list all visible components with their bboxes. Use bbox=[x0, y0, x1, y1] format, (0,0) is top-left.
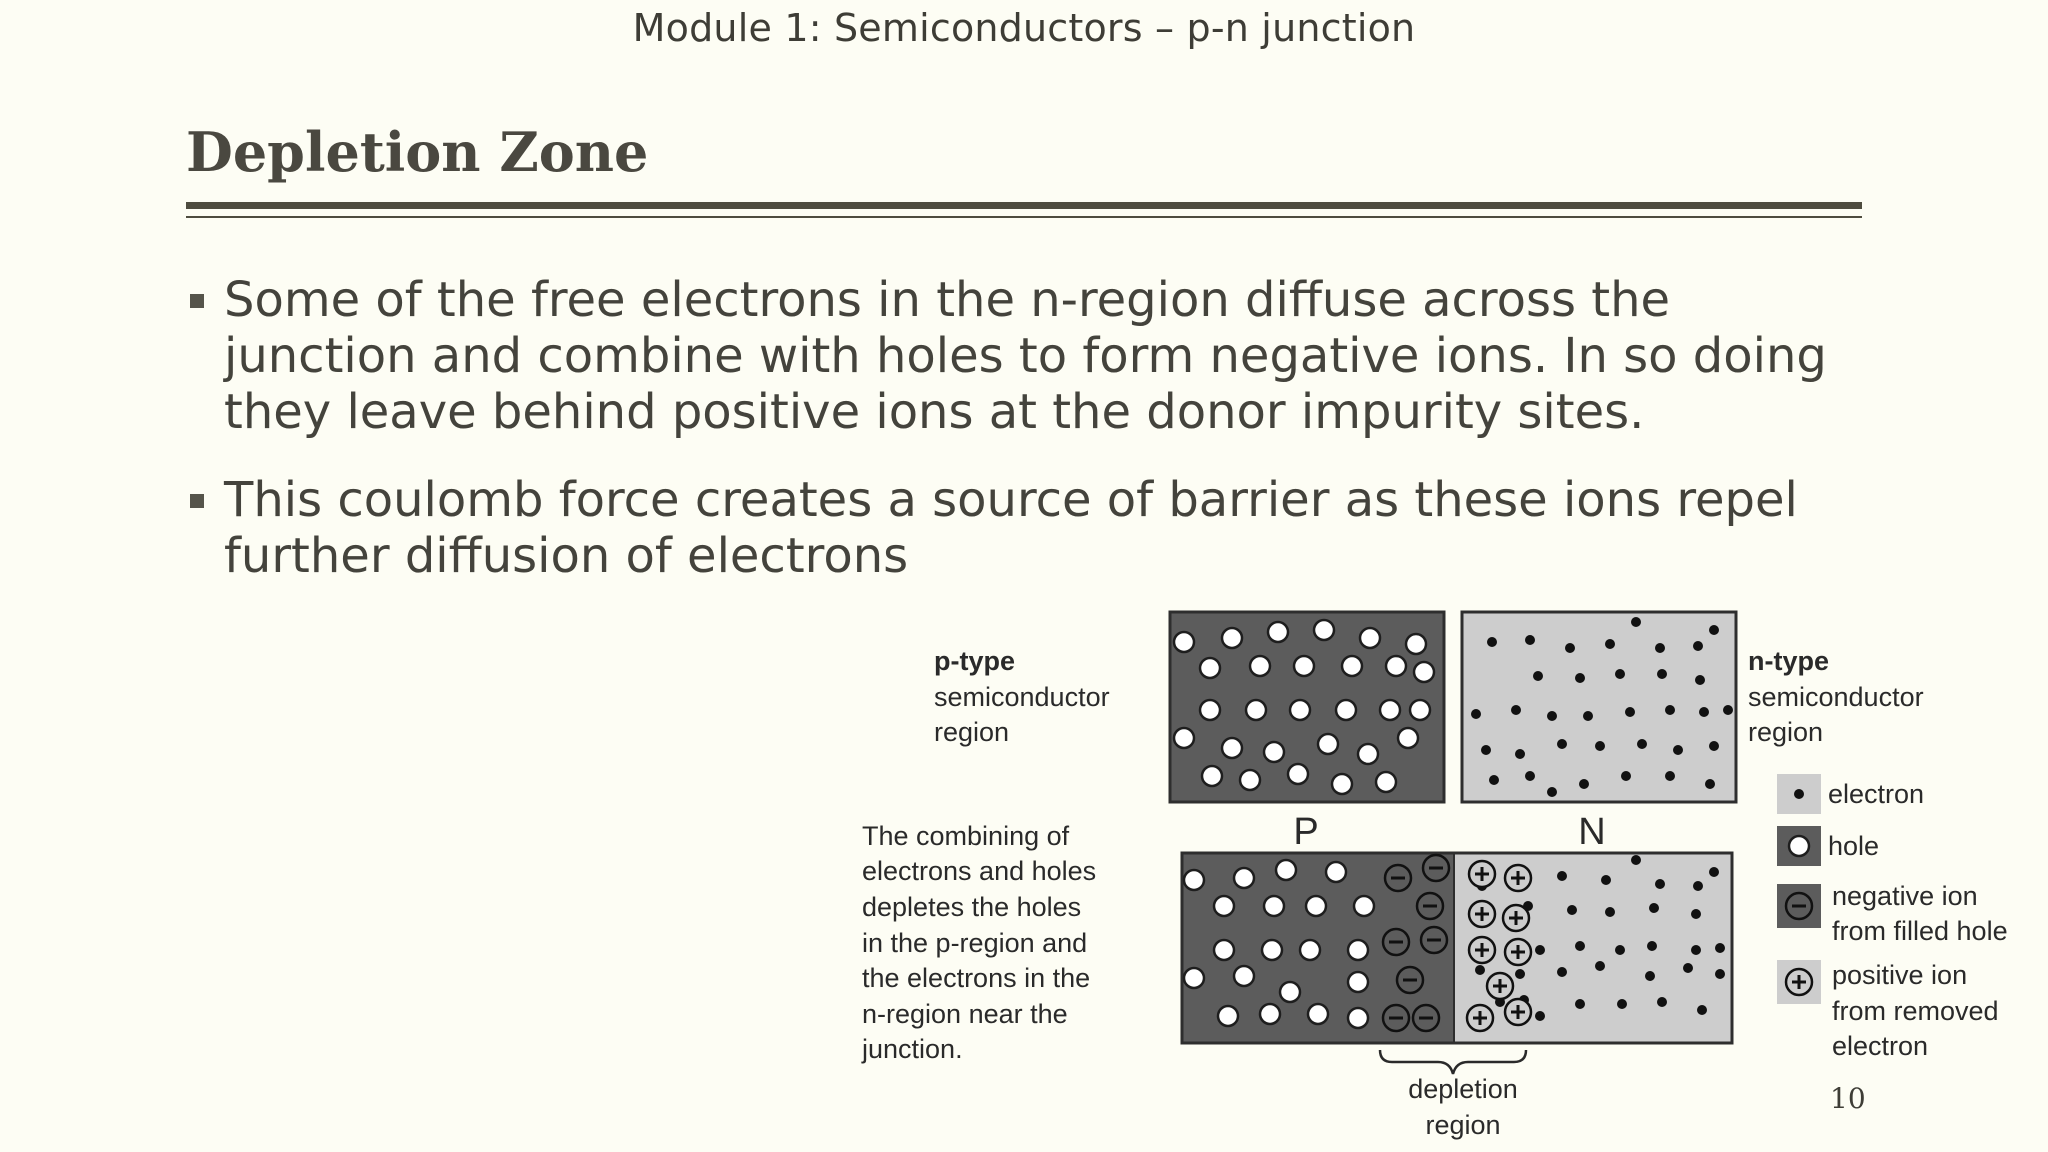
electron-icon bbox=[1481, 745, 1491, 755]
electron-icon bbox=[1525, 771, 1535, 781]
module-header: Module 1: Semiconductors – p-n junction bbox=[632, 6, 1416, 50]
legend-positive-ion-line1: positive ion bbox=[1832, 960, 1968, 990]
electron-icon bbox=[1595, 961, 1605, 971]
hole-icon bbox=[1406, 634, 1426, 654]
legend-item-negative-ion bbox=[1777, 881, 2008, 946]
positive-ion-icon bbox=[1469, 937, 1495, 963]
electron-icon bbox=[1515, 749, 1525, 759]
electron-icon bbox=[1575, 999, 1585, 1009]
electron-icon bbox=[1715, 969, 1725, 979]
electron-icon bbox=[1547, 787, 1557, 797]
negative-ion-icon bbox=[1397, 967, 1423, 993]
legend-positive-ion-line3: electron bbox=[1832, 1031, 1929, 1061]
hole-icon bbox=[1342, 656, 1362, 676]
combining-note-line: electrons and holes bbox=[862, 856, 1097, 886]
hole-icon bbox=[1376, 772, 1396, 792]
hole-icon bbox=[1214, 896, 1234, 916]
electron-icon bbox=[1657, 997, 1667, 1007]
electron-icon bbox=[1631, 617, 1641, 627]
electron-icon bbox=[1647, 941, 1657, 951]
electron-icon bbox=[1535, 1011, 1545, 1021]
hole-icon bbox=[1308, 1004, 1328, 1024]
electron-icon bbox=[1691, 909, 1701, 919]
hole-icon bbox=[1332, 774, 1352, 794]
electron-icon bbox=[1637, 739, 1647, 749]
combining-note bbox=[861, 821, 1096, 1064]
hole-icon bbox=[1294, 656, 1314, 676]
electron-icon bbox=[1557, 871, 1567, 881]
negative-ion-icon bbox=[1417, 893, 1443, 919]
positive-ion-icon bbox=[1505, 865, 1531, 891]
legend-hole-label: hole bbox=[1828, 831, 1880, 861]
electron-icon bbox=[1615, 945, 1625, 955]
hole-icon bbox=[1234, 868, 1254, 888]
hole-icon bbox=[1348, 972, 1368, 992]
hole-icon bbox=[1326, 862, 1346, 882]
electron-icon bbox=[1617, 999, 1627, 1009]
bullet-text: Some of the free electrons in the n-region diffuse across the junction and combine with holes to form negative ions. In so doing they leave behind positive ions at the donor impurity sites. bbox=[224, 272, 1827, 440]
hole-icon bbox=[1288, 764, 1308, 784]
hole-icon bbox=[1318, 734, 1338, 754]
electron-icon bbox=[1515, 969, 1525, 979]
hole-icon bbox=[1240, 770, 1260, 790]
electron-icon bbox=[1575, 941, 1585, 951]
legend-item-electron bbox=[1777, 774, 1924, 814]
hole-icon bbox=[1174, 632, 1194, 652]
electron-icon bbox=[1665, 705, 1675, 715]
electron-icon bbox=[1601, 875, 1611, 885]
combining-note-line: the electrons in the bbox=[862, 963, 1091, 993]
electron-icon bbox=[1699, 707, 1709, 717]
combining-note-line: The combining of bbox=[862, 821, 1070, 851]
electron-icon bbox=[1533, 671, 1543, 681]
hole-icon bbox=[1410, 700, 1430, 720]
legend-electron-label: electron bbox=[1828, 779, 1925, 809]
hole-icon bbox=[1386, 656, 1406, 676]
hole-icon bbox=[1380, 700, 1400, 720]
hole-icon bbox=[1202, 766, 1222, 786]
electron-icon bbox=[1794, 789, 1804, 799]
p-type-label-line3: region bbox=[934, 717, 1010, 747]
electron-icon bbox=[1475, 965, 1485, 975]
p-letter: P bbox=[1293, 811, 1319, 853]
combining-note-line: n-region near the bbox=[862, 999, 1068, 1029]
hole-icon bbox=[1222, 738, 1242, 758]
electron-icon bbox=[1709, 741, 1719, 751]
n-type-block bbox=[1462, 612, 1736, 802]
electron-icon bbox=[1547, 711, 1557, 721]
positive-ion-icon bbox=[1487, 973, 1513, 999]
n-type-label-line2: semiconductor bbox=[1748, 682, 1924, 712]
hole-icon bbox=[1214, 940, 1234, 960]
page-number: 10 bbox=[1830, 1082, 1866, 1115]
bullet-text: This coulomb force creates a source of barrier as these ions repel further diffusion of electrons bbox=[224, 472, 1798, 584]
hole-icon bbox=[1306, 896, 1326, 916]
hole-icon bbox=[1290, 700, 1310, 720]
n-type-label-bold: n-type bbox=[1748, 646, 1829, 676]
combining-note-line: depletes the holes bbox=[862, 892, 1082, 922]
title-rule-thick bbox=[186, 202, 1862, 209]
combining-note-line: in the p-region and bbox=[862, 928, 1088, 958]
hole-icon bbox=[1200, 658, 1220, 678]
positive-ion-icon bbox=[1469, 901, 1495, 927]
positive-ion-icon bbox=[1505, 939, 1531, 965]
hole-icon bbox=[1222, 628, 1242, 648]
electron-icon bbox=[1693, 641, 1703, 651]
electron-icon bbox=[1693, 881, 1703, 891]
electron-icon bbox=[1595, 741, 1605, 751]
electron-icon bbox=[1705, 779, 1715, 789]
hole-icon bbox=[1276, 860, 1296, 880]
electron-icon bbox=[1655, 643, 1665, 653]
electron-icon bbox=[1605, 907, 1615, 917]
hole-icon bbox=[1174, 728, 1194, 748]
hole-icon bbox=[1262, 940, 1282, 960]
electron-icon bbox=[1715, 943, 1725, 953]
pn-junction-figure bbox=[840, 600, 2040, 1152]
hole-icon bbox=[1268, 622, 1288, 642]
hole-icon bbox=[1184, 870, 1204, 890]
electron-icon bbox=[1723, 705, 1733, 715]
electron-icon bbox=[1489, 775, 1499, 785]
electron-icon bbox=[1557, 967, 1567, 977]
electron-icon bbox=[1657, 669, 1667, 679]
electron-icon bbox=[1615, 669, 1625, 679]
electron-icon bbox=[1621, 771, 1631, 781]
bullet-item bbox=[186, 272, 1876, 440]
hole-icon bbox=[1300, 940, 1320, 960]
hole-icon bbox=[1260, 1004, 1280, 1024]
depletion-label-line2: region bbox=[1425, 1110, 1501, 1140]
hole-icon bbox=[1264, 896, 1284, 916]
negative-ion-icon bbox=[1383, 929, 1409, 955]
hole-icon bbox=[1414, 662, 1434, 682]
electron-icon bbox=[1625, 707, 1635, 717]
electron-icon bbox=[1575, 673, 1585, 683]
hole-icon bbox=[1200, 700, 1220, 720]
electron-icon bbox=[1567, 905, 1577, 915]
negative-ion-icon bbox=[1413, 1005, 1439, 1031]
positive-ion-icon bbox=[1503, 905, 1529, 931]
hole-icon bbox=[1264, 742, 1284, 762]
electron-icon bbox=[1665, 771, 1675, 781]
hole-icon bbox=[1234, 966, 1254, 986]
electron-icon bbox=[1605, 639, 1615, 649]
hole-icon bbox=[1314, 620, 1334, 640]
electron-icon bbox=[1487, 637, 1497, 647]
legend-negative-ion-line1: negative ion bbox=[1832, 881, 1978, 911]
legend-item-hole bbox=[1777, 826, 1879, 866]
electron-icon bbox=[1673, 745, 1683, 755]
legend bbox=[1777, 774, 2008, 1061]
p-type-label-line2: semiconductor bbox=[934, 682, 1110, 712]
negative-ion-icon bbox=[1421, 927, 1447, 953]
n-letter: N bbox=[1578, 811, 1606, 853]
electron-icon bbox=[1471, 709, 1481, 719]
legend-positive-ion-line2: from removed bbox=[1832, 996, 1999, 1026]
electron-icon bbox=[1683, 963, 1693, 973]
hole-icon bbox=[1246, 700, 1266, 720]
hole-icon bbox=[1354, 896, 1374, 916]
electron-icon bbox=[1565, 643, 1575, 653]
electron-icon bbox=[1691, 945, 1701, 955]
hole-icon bbox=[1348, 1008, 1368, 1028]
title-rule-thin bbox=[186, 216, 1862, 218]
depletion-label-line1: depletion bbox=[1408, 1074, 1518, 1104]
negative-ion-icon bbox=[1383, 1005, 1409, 1031]
hole-icon bbox=[1398, 728, 1418, 748]
electron-icon bbox=[1695, 675, 1705, 685]
hole-icon bbox=[1184, 968, 1204, 988]
hole-icon bbox=[1250, 656, 1270, 676]
hole-icon bbox=[1348, 940, 1368, 960]
pn-junction-diagram bbox=[840, 600, 2040, 1152]
positive-ion-icon bbox=[1467, 1005, 1493, 1031]
hole-icon bbox=[1360, 628, 1380, 648]
positive-ion-icon bbox=[1469, 861, 1495, 887]
hole-icon bbox=[1280, 982, 1300, 1002]
hole-icon bbox=[1789, 836, 1809, 856]
hole-icon bbox=[1336, 700, 1356, 720]
legend-item-positive-ion bbox=[1777, 960, 1999, 1061]
electron-icon bbox=[1583, 711, 1593, 721]
electron-icon bbox=[1645, 971, 1655, 981]
square-bullet-icon bbox=[190, 494, 204, 508]
electron-icon bbox=[1557, 739, 1567, 749]
electron-icon bbox=[1631, 855, 1641, 865]
hole-icon bbox=[1358, 744, 1378, 764]
bullet-list bbox=[186, 272, 1876, 616]
negative-ion-icon bbox=[1423, 855, 1449, 881]
p-type-label-bold: p-type bbox=[934, 646, 1015, 676]
bullet-item bbox=[186, 472, 1876, 584]
electron-icon bbox=[1511, 705, 1521, 715]
electron-icon bbox=[1525, 635, 1535, 645]
electron-icon bbox=[1697, 1005, 1707, 1015]
electron-icon bbox=[1649, 903, 1659, 913]
electron-icon bbox=[1579, 779, 1589, 789]
n-type-label-line3: region bbox=[1748, 717, 1824, 747]
electron-icon bbox=[1709, 625, 1719, 635]
combining-note-line: junction. bbox=[862, 1034, 963, 1064]
square-bullet-icon bbox=[190, 294, 204, 308]
depletion-brace bbox=[1380, 1050, 1526, 1074]
positive-ion-icon bbox=[1505, 999, 1531, 1025]
electron-icon bbox=[1709, 867, 1719, 877]
electron-icon bbox=[1655, 879, 1665, 889]
page-title: Depletion Zone bbox=[186, 120, 649, 184]
negative-ion-icon bbox=[1385, 865, 1411, 891]
legend-negative-ion-line2: from filled hole bbox=[1832, 916, 2008, 946]
electron-icon bbox=[1535, 945, 1545, 955]
hole-icon bbox=[1218, 1006, 1238, 1026]
